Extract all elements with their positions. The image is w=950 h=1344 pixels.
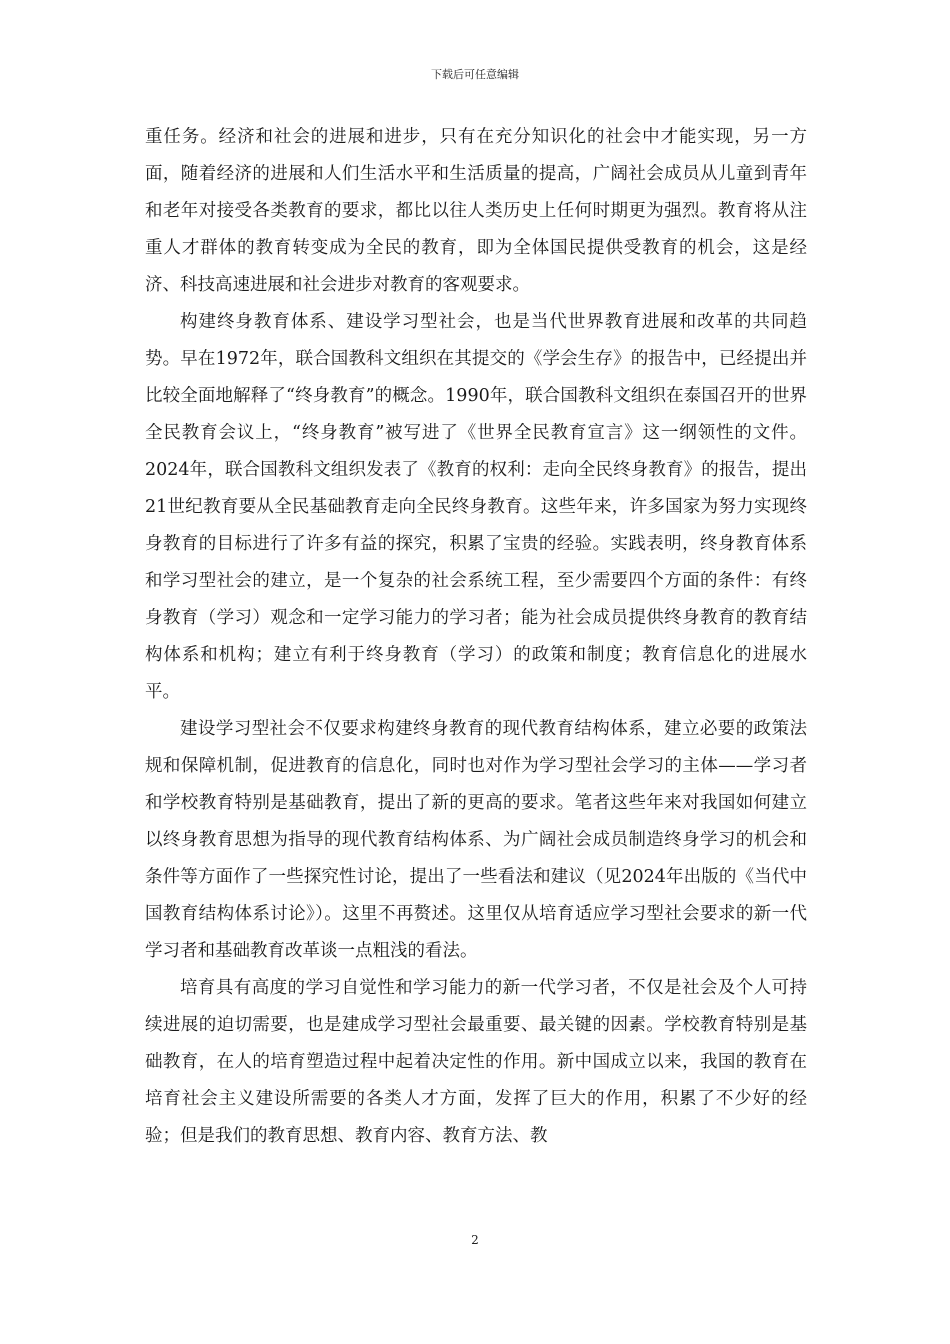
- paragraph: 建设学习型社会不仅要求构建终身教育的现代教育结构体系，建立必要的政策法规和保障机制，促进教育的信息化，同时也对作为学习型社会学习的主体——学习者和学校教育特别是基础教育，提出了新的更高的要求。笔者这些年来对我国如何建立以终身教育思想为指导的现代教育结构体系、为广阔社会成员制造终身学习的机会和条件等方面作了一些探究性讨论，提出了一些看法和建议（见2024年出版的《当代中国教育结构体系讨论》）。这里不再赘述。这里仅从培育适应学习型社会要求的新一代学习者和基础教育改革谈一点粗浅的看法。: [145, 719, 807, 961]
- paragraph: 构建终身教育体系、建设学习型社会，也是当代世界教育进展和改革的共同趋势。早在1972年，联合国教科文组织在其提交的《学会生存》的报告中，已经提出并比较全面地解释了“终身教育”的概念。1990年，联合国教科文组织在泰国召开的世界全民教育会议上，“终身教育”被写进了《世界全民教育宣言》这一纲领性的文件。2024年，联合国教科文组织发表了《教育的权利：走向全民终身教育》的报告，提出21世纪教育要从全民基础教育走向全民终身教育。这些年来，许多国家为努力实现终身教育的目标进行了许多有益的探究，积累了宝贵的经验。实践表明，终身教育体系和学习型社会的建立，是一个复杂的社会系统工程，至少需要四个方面的条件：有终身教育（学习）观念和一定学习能力的学习者；能为社会成员提供终身教育的教育结构体系和机构；建立有利于终身教育（学习）的政策和制度；教育信息化的进展水平。: [145, 312, 807, 702]
- paragraph: 重任务。经济和社会的进展和进步，只有在充分知识化的社会中才能实现，另一方面，随着经济的进展和人们生活水平和生活质量的提高，广阔社会成员从儿童到青年和老年对接受各类教育的要求，都比以往人类历史上任何时期更为强烈。教育将从注重人才群体的教育转变成为全民的教育，即为全体国民提供受教育的机会，这是经济、科技高速进展和社会进步对教育的客观要求。: [145, 127, 807, 295]
- paragraph: 培育具有高度的学习自觉性和学习能力的新一代学习者，不仅是社会及个人可持续进展的迫切需要，也是建成学习型社会最重要、最关键的因素。学校教育特别是基础教育，在人的培育塑造过程中起着决定性的作用。新中国成立以来，我国的教育在培育社会主义建设所需要的各类人才方面，发挥了巨大的作用，积累了不少好的经验；但是我们的教育思想、教育内容、教育方法、教: [145, 978, 807, 1146]
- page-header: 下载后可任意编辑: [431, 68, 519, 81]
- page-number: 2: [471, 1233, 479, 1247]
- document-body: [145, 119, 807, 1155]
